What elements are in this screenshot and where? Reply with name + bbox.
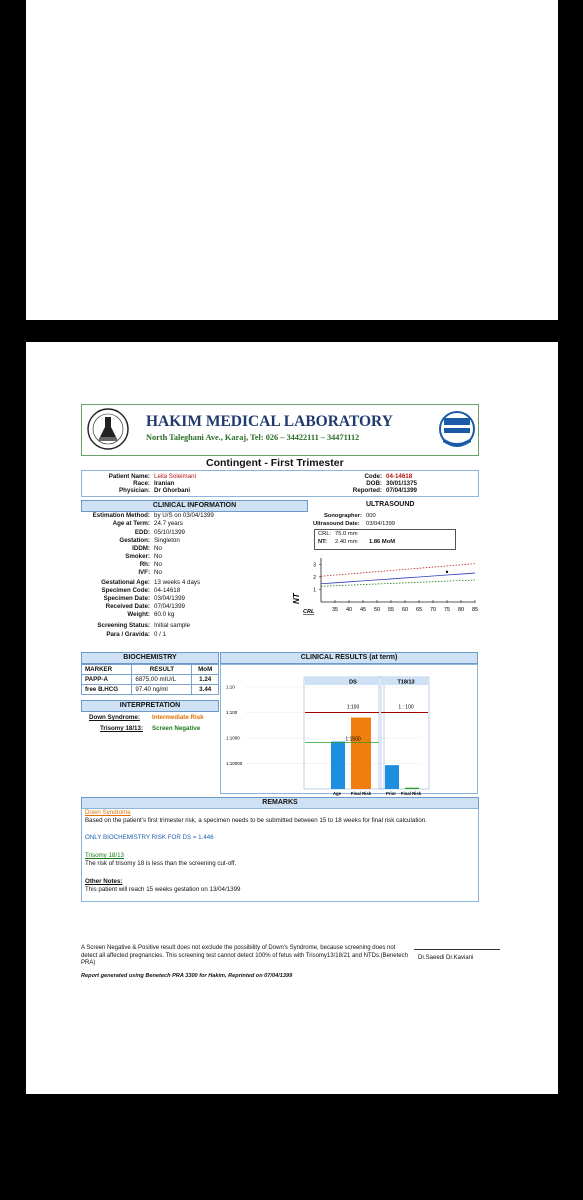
clinical-row-value: 03/04/1399 <box>154 595 185 602</box>
nt-label: NT: <box>318 539 328 545</box>
clinical-row-value: Initial sample <box>154 622 191 629</box>
clinical-row-label: Specimen Code: <box>101 587 150 594</box>
report-page <box>26 342 558 1094</box>
remarks-title: REMARKS <box>81 797 479 809</box>
sonographer-value: 000 <box>366 513 376 519</box>
x-tick-label: 75 <box>443 607 451 613</box>
signature-line <box>414 949 500 950</box>
risk-bar-label: Age <box>332 791 342 796</box>
clinical-row-value: 60.0 kg <box>154 611 175 618</box>
x-tick-label: 40 <box>345 607 353 613</box>
remarks-ds-note: ONLY BIOCHEMISTRY RISK FOR DS = 1.446 <box>85 834 214 841</box>
nt-crl-chart <box>291 552 477 624</box>
nt-data-point <box>446 571 448 573</box>
interpretation-title: INTERPRETATION <box>81 700 219 712</box>
x-tick-label: 70 <box>429 607 437 613</box>
x-tick-label: 65 <box>415 607 423 613</box>
risk-chart <box>221 665 476 796</box>
clinical-info-title: CLINICAL INFORMATION <box>81 500 308 512</box>
clinical-row-value: No <box>154 561 162 568</box>
clinical-row-value: 05/10/1399 <box>154 529 185 536</box>
clinical-row-value: 13 weeks 4 days <box>154 579 201 586</box>
risk-bar <box>405 788 419 789</box>
x-tick-label: 55 <box>387 607 395 613</box>
lab-name: HAKIM MEDICAL LABORATORY <box>146 413 393 430</box>
risk-bar-label: Prior <box>385 791 397 796</box>
clinical-row-label: Smoker: <box>125 553 150 560</box>
x-tick-label: 45 <box>359 607 367 613</box>
x-tick-label: 60 <box>401 607 409 613</box>
mom-col-header: MoM <box>192 665 219 675</box>
clinical-row-value: 04-14618 <box>154 587 181 594</box>
x-tick-label: 50 <box>373 607 381 613</box>
sonographer-label: Sonographer: <box>323 513 362 519</box>
ds-interpretation-label: Down Syndrome: <box>89 714 140 721</box>
footer-disclaimer: A Screen Negative & Positive result does not exclude the possibility of Down's Syndrome, because screening does not detect all affected pregnancies. This screening test cannot detect 100% of fetus with Trisomy13/18/21 and NTDs.(Benetech PRA) <box>81 945 408 966</box>
clinical-row-label: Weight: <box>127 611 150 618</box>
y-tick-label: 3 <box>313 562 316 569</box>
clinical-row-label: IVF: <box>138 569 150 576</box>
marker-mom: 3.44 <box>192 685 219 695</box>
clinical-row-label: Received Date: <box>105 603 150 610</box>
ds-cutoff-label: 1:100 <box>346 704 360 711</box>
risk-bar <box>385 765 399 789</box>
lab-header <box>81 404 479 456</box>
t18-interpretation-label: Trisomy 18/13: <box>100 725 143 732</box>
race: Iranian <box>154 480 175 487</box>
ds-heading: DS <box>349 679 357 686</box>
dob-value: 30/01/1375 <box>386 480 417 487</box>
remarks-other-text: This patient will reach 15 weeks gestation on 13/04/1399 <box>85 886 241 893</box>
marker-table-header <box>82 665 219 675</box>
lab-logo-icon <box>86 407 130 451</box>
risk-bar-label: Final Risk <box>400 791 422 796</box>
risk-bar <box>351 717 371 789</box>
clinical-row-value: 0 / 1 <box>154 631 167 638</box>
signature-names: Dr.Saeedi Dr.Kaviani <box>418 955 474 961</box>
risk-y-tick-label: 1:1000 <box>226 735 240 741</box>
patient-name-label: Patient Name: <box>108 473 150 480</box>
remarks-other-head: Other Notes: <box>85 878 123 885</box>
ds-lower-cutoff-label: 1:1500 <box>345 736 361 743</box>
nt-value: 2.40 mm <box>335 539 358 545</box>
ultrasound-date-value: 03/04/1399 <box>366 521 396 527</box>
x-tick-label: 80 <box>457 607 465 613</box>
remarks-ds-head: Down Syndrome <box>85 809 131 816</box>
nt-mom-value: 1.86 MoM <box>369 539 396 545</box>
clinical-row-label: EDD: <box>134 529 150 536</box>
clinical-row-value: 07/04/1399 <box>154 603 185 610</box>
marker-mom: 1.24 <box>192 675 219 685</box>
t18-interpretation-value: Screen Negative <box>152 725 201 732</box>
report-title: Contingent - First Trimester <box>206 457 344 469</box>
ds-heading-bg <box>305 677 379 685</box>
risk-y-tick-label: 1:10 <box>226 684 235 690</box>
t18-heading: T18/13 <box>397 679 415 686</box>
clinical-row-value: Singleton <box>154 537 180 544</box>
dob-label: DOB: <box>366 480 382 487</box>
remarks-ds-text: Based on the patient's first trimester risk, a specimen needs to be submitted between 15 to 18 weeks for final risk calculation. <box>85 817 428 824</box>
clinical-row-label: Screening Status: <box>97 622 150 629</box>
marker-name: free B.HCG <box>82 685 132 695</box>
patient-name: Leila Soleimani <box>154 473 196 480</box>
clinical-row-value: by U/S on 03/04/1399 <box>154 512 214 519</box>
marker-result: 6875.00 mIU/L <box>132 675 192 685</box>
race-label: Race: <box>133 480 150 487</box>
risk-y-tick-label: 1:10000 <box>226 761 243 766</box>
table-row <box>82 675 219 685</box>
crl-label: CRL: <box>318 531 332 537</box>
crl-value: 75.0 mm <box>335 531 358 537</box>
result-col-header: RESULT <box>132 665 192 675</box>
clinical-results-title: CLINICAL RESULTS (at term) <box>220 652 478 664</box>
clinical-row-label: Estimation Method: <box>92 512 150 519</box>
marker-name: PAPP-A <box>82 675 132 685</box>
clinical-row-label: Age at Term: <box>112 520 150 527</box>
clinical-row-label: Gestational Age: <box>101 579 150 586</box>
biochemistry-title: BIOCHEMISTRY <box>81 652 219 664</box>
x-tick-label: 85 <box>471 607 479 613</box>
clinical-row-label: Specimen Date: <box>103 595 150 602</box>
blank-page <box>26 0 558 320</box>
risk-bar <box>331 742 345 789</box>
clinical-row-value: No <box>154 569 162 576</box>
code-label: Code: <box>364 473 382 480</box>
footer-generated: Report generated using Benetech PRA 3300 for Hakim, Reprinted on 07/04/1399 <box>81 973 293 979</box>
marker-col-header: MARKER <box>82 665 132 675</box>
clinical-row-label: Rh: <box>139 561 150 568</box>
physician-label: Physician: <box>119 487 150 494</box>
marker-result: 97.40 ng/ml <box>132 685 192 695</box>
ultrasound-title: ULTRASOUND <box>366 501 415 508</box>
tuv-certification-icon <box>438 408 476 450</box>
lab-address: North Taleghani Ave., Karaj, Tel: 026 – 34422111 – 34471112 <box>146 433 360 442</box>
remarks-t18-text: The risk of trisomy 18 is less than the screening cut-off. <box>85 860 237 867</box>
t18-cutoff-label: 1 : 100 <box>398 704 414 711</box>
risk-bar-label: Final Risk <box>350 791 372 796</box>
clinical-row-label: Gestation: <box>119 537 150 544</box>
reported-label: Reported: <box>352 487 382 494</box>
y-tick-label: 1 <box>313 587 316 594</box>
marker-table <box>81 664 219 695</box>
clinical-row-value: No <box>154 545 162 552</box>
physician: Dr Ghorbani <box>154 487 191 494</box>
table-row <box>82 685 219 695</box>
clinical-row-label: Para / Gravida: <box>106 631 150 638</box>
remarks-t18-head: Trisomy 18/13 <box>85 852 124 859</box>
lower-centile-curve <box>321 580 475 586</box>
risk-y-tick-label: 1:100 <box>226 710 238 715</box>
reported-value: 07/04/1399 <box>386 487 417 494</box>
y-tick-label: 2 <box>313 574 316 581</box>
ds-interpretation-value: Intermediate Risk <box>152 714 204 721</box>
code-value: 04-14618 <box>386 473 413 480</box>
median-curve <box>321 573 475 584</box>
clinical-row-value: No <box>154 553 162 560</box>
y-axis-label: NT <box>292 593 301 604</box>
ultrasound-date-label: Ultrasound Date: <box>313 521 360 527</box>
x-axis-label: CRL <box>303 609 315 615</box>
x-tick-label: 35 <box>331 607 339 613</box>
clinical-row-value: 24.7 years <box>154 520 183 527</box>
clinical-row-label: IDDM: <box>132 545 150 552</box>
